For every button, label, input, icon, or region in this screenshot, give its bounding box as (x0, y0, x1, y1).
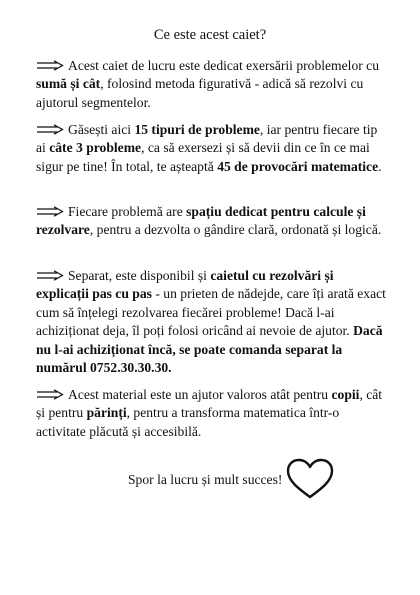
heart-icon (285, 458, 335, 500)
paragraph-text: , folosind metoda figurativă - adică să rezolvi cu ajutorul segmentelor. (36, 76, 364, 110)
paragraph-text: Fiecare problemă are (68, 204, 187, 219)
paragraph-text: Separat, este disponibil și (68, 268, 211, 283)
double-arrow-right-icon (36, 270, 64, 281)
double-arrow-right-icon (36, 60, 64, 71)
paragraph-text: Acest caiet de lucru este dedicat exersării problemelor cu (68, 58, 379, 73)
paragraph-text: - un prieten de nădejde, care îți arată exact cum să înțelegi rezolvarea fiecărei probleme! Dacă l-ai achiziționat deja, îl poți folosi oricând ai nevoie de ajutor. (36, 286, 386, 339)
bold-text: părinți (86, 405, 127, 421)
paragraph-text: Găsești aici (68, 122, 135, 137)
problem-types-paragraph (36, 121, 388, 176)
bold-text: Dacă nu l-ai achiziționat încă, se poate comanda separat la numărul 0752.30.30.30. (36, 323, 383, 376)
paragraph-text: . (378, 158, 382, 174)
bold-text: 45 de provocări matematice (217, 158, 379, 174)
workspace-paragraph (36, 203, 388, 240)
bold-text: copii (331, 387, 360, 402)
audience-paragraph (36, 386, 388, 441)
solutions-book-paragraph (36, 267, 388, 377)
bold-text: câte 3 probleme (49, 140, 142, 156)
bold-text: spațiu dedicat pentru calcule și rezolvare (36, 204, 366, 238)
paragraph-text: Acest material este un ajutor valoros atât pentru (68, 387, 332, 402)
double-arrow-right-icon (36, 389, 64, 400)
paragraph-text: , ca să exersezi și să devii din ce în ce mai sigur pe tine! În total, te așteaptă (36, 140, 370, 174)
double-arrow-right-icon (36, 206, 64, 217)
intro-paragraph (36, 57, 388, 112)
closing-message: Spor la lucru și mult succes! (128, 472, 283, 487)
paragraph-text: , cât și pentru (36, 387, 383, 421)
bold-text: sumă și cât (36, 76, 101, 92)
paragraph-text: , pentru a transforma matematica într-o activitate plăcută și accesibilă. (36, 405, 340, 439)
double-arrow-right-icon (36, 124, 64, 135)
bold-text: 15 tipuri de probleme (134, 122, 260, 137)
paragraph-text: , iar pentru fiecare tip ai (36, 122, 378, 156)
bold-text: caietul cu rezolvări și explicații pas cu pas (36, 268, 334, 302)
page-title: Ce este acest caiet? (153, 27, 267, 43)
paragraph-text: , pentru a dezvolta o gândire clară, ordonată și logică. (89, 222, 382, 238)
